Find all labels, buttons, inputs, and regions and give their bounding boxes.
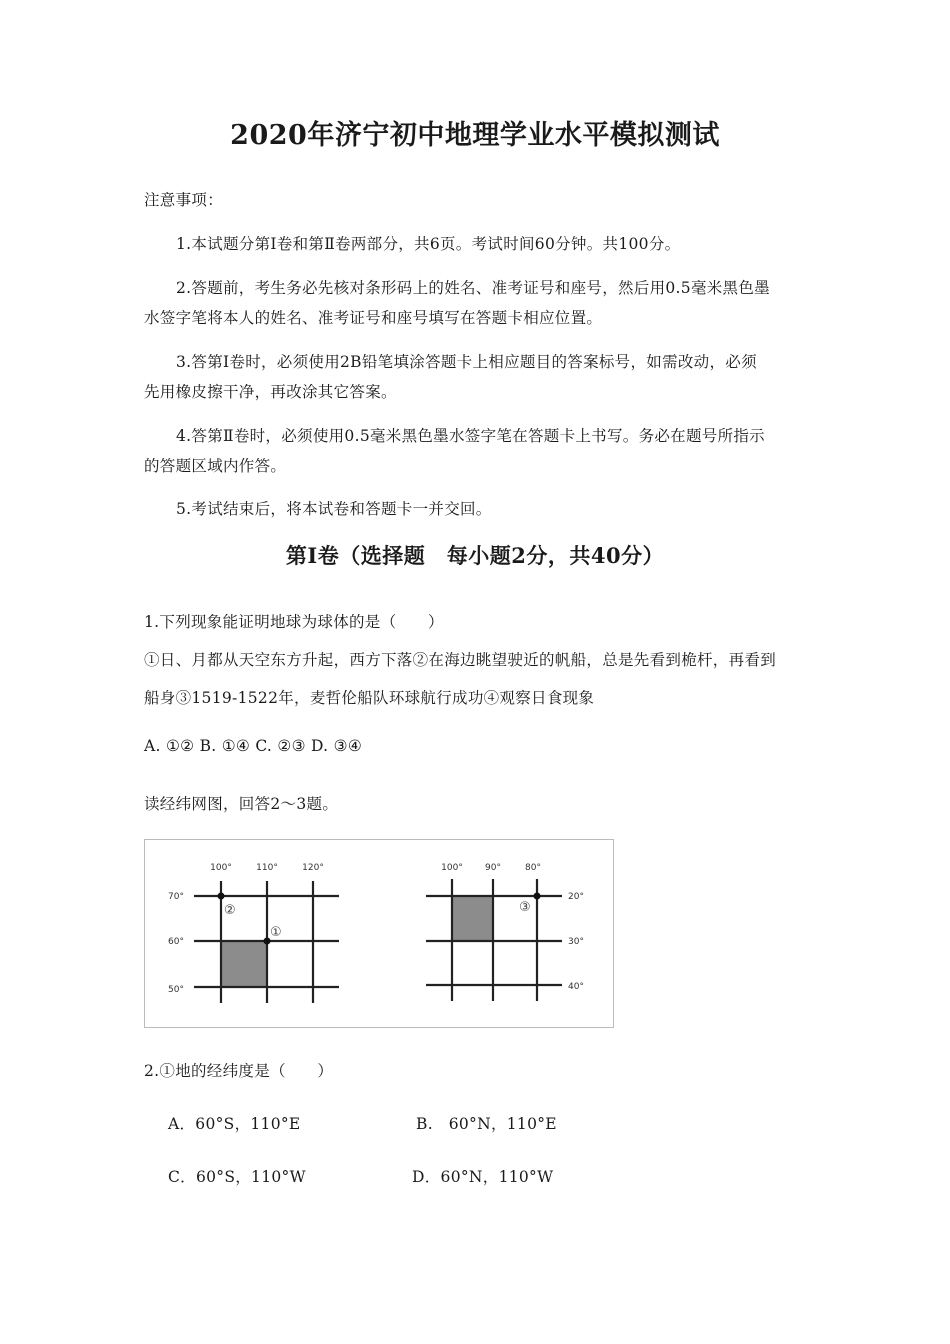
right-lat-label-3: 40° xyxy=(568,982,584,992)
notice-item-5: 5.考试结束后，将本试卷和答题卡一并交回。 xyxy=(176,500,492,518)
left-lat-label-1: 70° xyxy=(168,892,184,902)
notice-heading: 注意事项： xyxy=(144,191,224,209)
notice-item-4-cont: 的答题区域内作答。 xyxy=(144,457,287,475)
right-lon-label-3: 80° xyxy=(525,863,541,873)
notice-item-3: 3.答第Ⅰ卷时，必须使用2B铅笔填涂答题卡上相应题目的答案标号，如需改动，必须 xyxy=(176,353,757,371)
point-3-marker xyxy=(534,893,541,900)
left-lat-label-2: 60° xyxy=(168,937,184,947)
q1-line-1: ①日、月都从天空东方升起，西方下落②在海边眺望驶近的帆船，总是先看到桅杆，再看到 xyxy=(144,651,777,669)
left-lon-label-2: 110° xyxy=(256,863,278,873)
right-point-label-3: ③ xyxy=(519,900,531,915)
read-map-instruction: 读经纬网图，回答2～3题。 xyxy=(144,795,339,813)
left-lat-label-3: 50° xyxy=(168,985,184,995)
q2-stem: 2.①地的经纬度是（ ） xyxy=(144,1062,334,1080)
left-lon-label-3: 120° xyxy=(302,863,324,873)
q2-option-d: D．60°N，110°W xyxy=(412,1168,554,1186)
left-point-label-1: ① xyxy=(270,925,282,940)
right-lon-label-1: 100° xyxy=(441,863,463,873)
graticule-figure xyxy=(144,839,614,1028)
notice-item-1: 1.本试题分第Ⅰ卷和第Ⅱ卷两部分，共6页。考试时间60分钟。共100分。 xyxy=(176,235,681,253)
point-2-marker xyxy=(218,893,225,900)
notice-item-2: 2.答题前，考生务必先核对条形码上的姓名、准考证号和座号，然后用0.5毫米黑色墨 xyxy=(176,279,770,297)
right-lat-label-1: 20° xyxy=(568,892,584,902)
q2-option-c: C．60°S，110°W xyxy=(168,1168,306,1186)
right-lat-label-2: 30° xyxy=(568,937,584,947)
notice-item-2-cont: 水签字笔将本人的姓名、准考证号和座号填写在答题卡相应位置。 xyxy=(144,309,603,327)
notice-item-3-cont: 先用橡皮擦干净，再改涂其它答案。 xyxy=(144,383,397,401)
q2-option-a: A．60°S，110°E xyxy=(168,1115,301,1133)
notice-item-4: 4.答第Ⅱ卷时，必须使用0.5毫米黑色墨水签字笔在答题卡上书写。务必在题号所指示 xyxy=(176,427,765,445)
page-title: 2020年济宁初中地理学业水平模拟测试 xyxy=(230,120,720,151)
right-lon-label-2: 90° xyxy=(485,863,501,873)
shaded-cell-left xyxy=(221,941,267,987)
q1-line-2: 船身③1519-1522年，麦哲伦船队环球航行成功④观察日食现象 xyxy=(144,689,595,707)
q1-options: A. ①② B. ①④ C. ②③ D. ③④ xyxy=(144,737,363,755)
left-lon-label-1: 100° xyxy=(210,863,232,873)
left-point-label-2: ② xyxy=(224,903,236,918)
shaded-cell-right xyxy=(452,896,493,941)
q1-stem: 1.下列现象能证明地球为球体的是（ ） xyxy=(144,613,444,631)
section-title: 第Ⅰ卷（选择题 每小题2分，共40分） xyxy=(285,543,665,568)
q2-option-b: B. 60°N，110°E xyxy=(416,1115,557,1133)
